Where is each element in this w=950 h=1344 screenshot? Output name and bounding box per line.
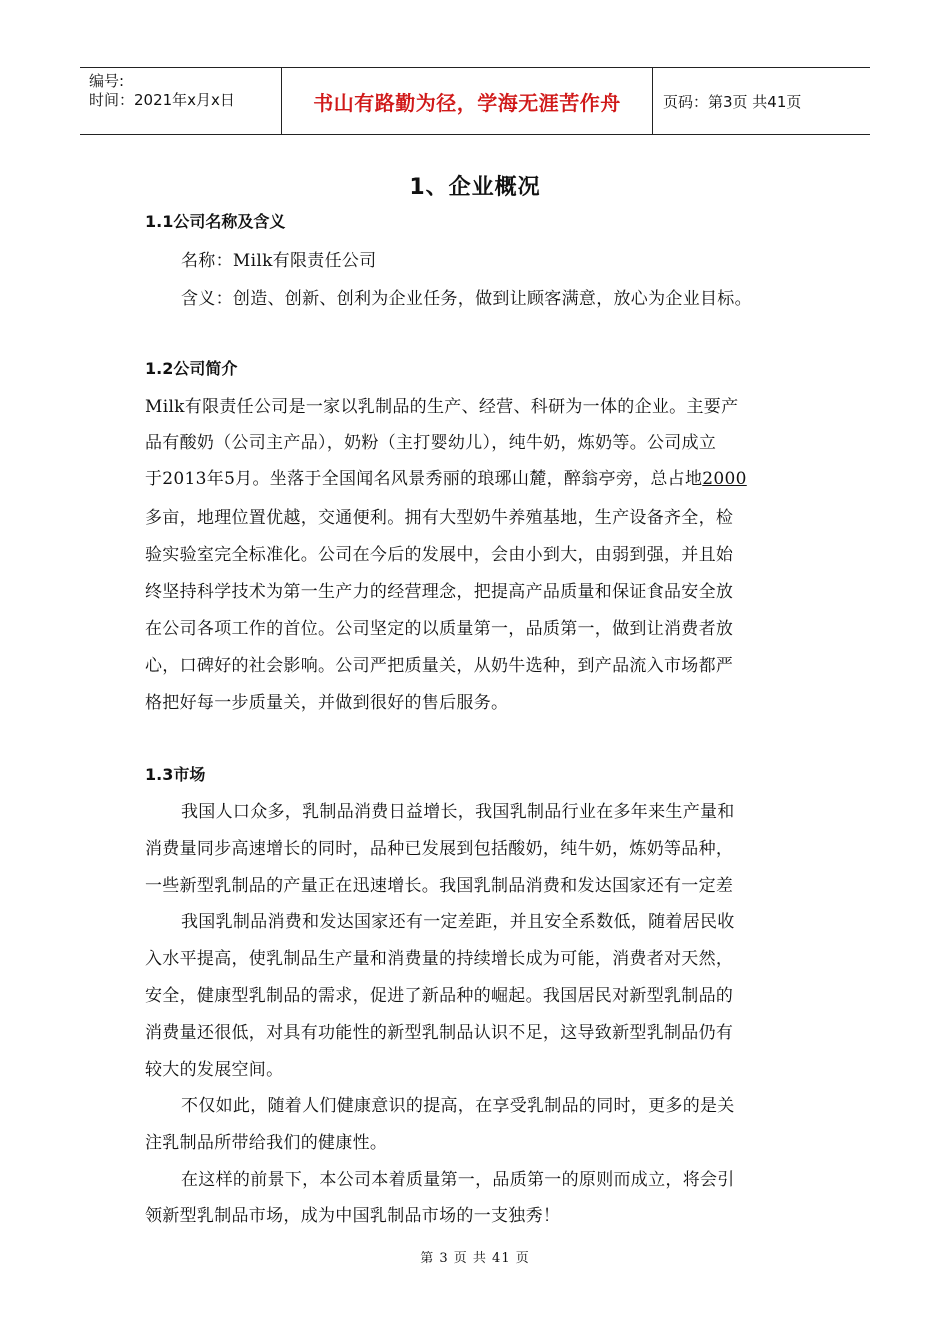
market-line: 领新型乳制品市场，成为中国乳制品市场的一支独秀！	[145, 1206, 561, 1226]
page-title: 1、企业概况	[409, 175, 541, 200]
market-line: 入水平提高，使乳制品生产量和消费量的持续增长成为可能，消费者对天然，	[145, 949, 734, 969]
header-meta	[80, 68, 281, 134]
market-line: 不仅如此，随着人们健康意识的提高，在享受乳制品的同时，更多的是关	[181, 1096, 735, 1116]
time-label: 时间：2021年x月x日	[89, 91, 235, 109]
market-line: 消费量同步高速增长的同时，品种已发展到包括酸奶，纯牛奶，炼奶等品种，	[145, 839, 734, 859]
company-name-line: 名称：Milk有限责任公司	[181, 251, 377, 271]
intro-line: 品有酸奶（公司主产品），奶粉（主打婴幼儿），纯牛奶，炼奶等。公司成立	[145, 433, 717, 453]
market-line: 安全，健康型乳制品的需求，促进了新品种的崛起。我国居民对新型乳制品的	[145, 986, 734, 1006]
area-figure: 2000	[702, 469, 747, 489]
document-header	[80, 67, 870, 135]
intro-line-text: 于2013年5月。坐落于全国闻名风景秀丽的琅琊山麓，醉翁亭旁，总占地	[145, 469, 703, 489]
header-page-info	[653, 68, 870, 134]
intro-line: 验实验室完全标准化。公司在今后的发展中，会由小到大，由弱到强，并且始	[145, 545, 734, 565]
market-line: 一些新型乳制品的产量正在迅速增长。我国乳制品消费和发达国家还有一定差	[145, 876, 734, 896]
market-line: 注乳制品所带给我们的健康性。	[145, 1133, 388, 1153]
intro-line: 多亩，地理位置优越，交通便利。拥有大型奶牛养殖基地，生产设备齐全，检	[145, 508, 734, 528]
company-meaning-line: 含义：创造、创新、创利为企业任务，做到让顾客满意，放心为企业目标。	[181, 289, 752, 309]
page-info: 页码：第3页 共41页	[663, 92, 802, 111]
intro-line: 心，口碑好的社会影响。公司严把质量关，从奶牛选种，到产品流入市场都严	[145, 656, 734, 676]
header-motto: 书山有路勤为径，学海无涯苦作舟	[281, 68, 653, 134]
intro-line: 终坚持科学技术为第一生产力的经营理念，把提高产品质量和保证食品安全放	[145, 582, 734, 602]
section-heading-1-3: 1.3市场	[145, 765, 206, 784]
market-line: 消费量还很低，对具有功能性的新型乳制品认识不足，这导致新型乳制品仍有	[145, 1023, 734, 1043]
intro-line: 在公司各项工作的首位。公司坚定的以质量第一，品质第一，做到让消费者放	[145, 619, 734, 639]
market-line: 较大的发展空间。	[145, 1060, 284, 1080]
intro-line: 格把好每一步质量关，并做到很好的售后服务。	[145, 693, 509, 713]
page-footer: 第 3 页 共 41 页	[420, 1251, 530, 1266]
market-line: 在这样的前景下，本公司本着质量第一，品质第一的原则而成立，将会引	[181, 1170, 735, 1190]
intro-line: Milk有限责任公司是一家以乳制品的生产、经营、科研为一体的企业。主要产	[145, 397, 739, 417]
intro-line	[145, 464, 747, 489]
market-line: 我国乳制品消费和发达国家还有一定差距，并且安全系数低，随着居民收	[181, 912, 735, 932]
section-heading-1-2: 1.2公司简介	[145, 359, 238, 378]
market-line: 我国人口众多，乳制品消费日益增长，我国乳制品行业在多年来生产量和	[181, 802, 735, 822]
number-label: 编号:	[89, 72, 125, 90]
section-heading-1-1: 1.1公司名称及含义	[145, 212, 286, 231]
